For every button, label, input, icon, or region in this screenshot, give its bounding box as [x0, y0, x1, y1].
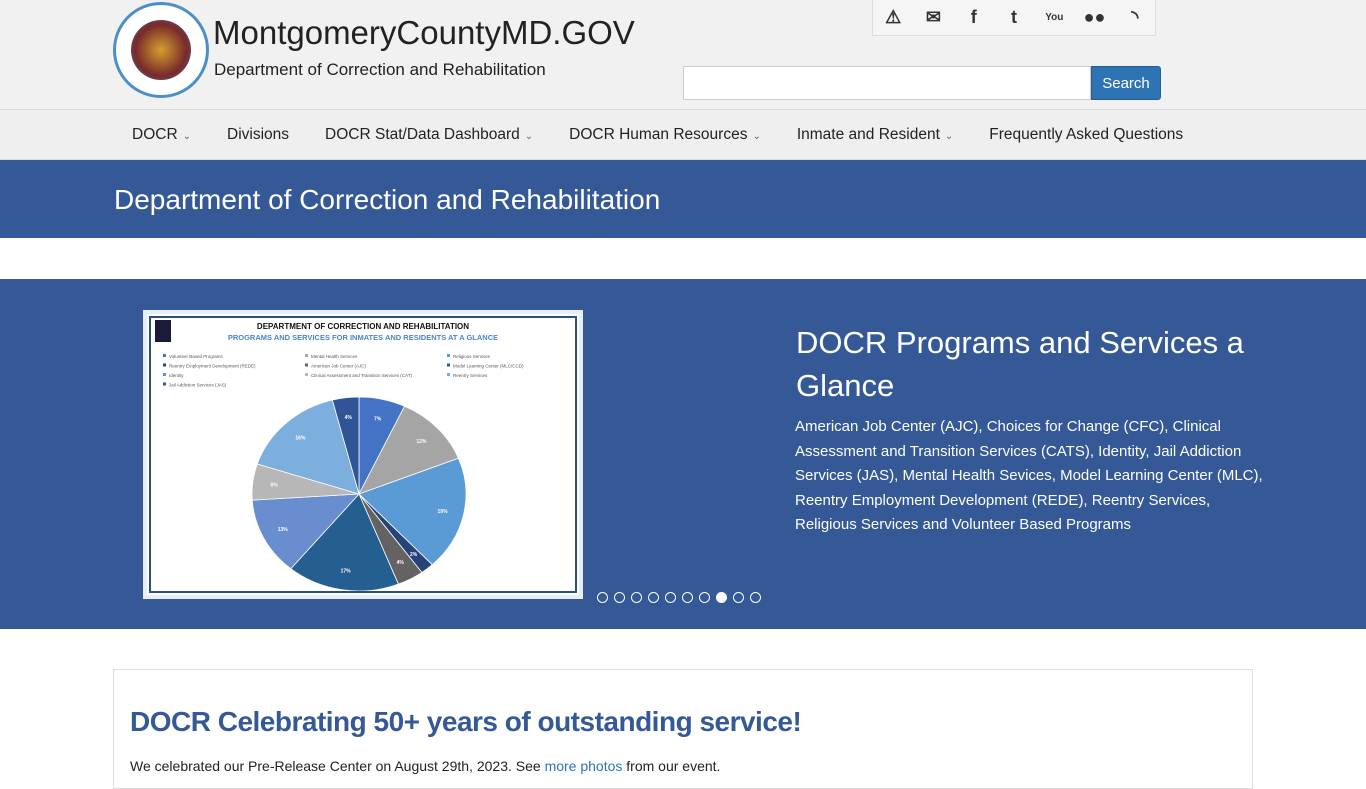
- legend-swatch: [163, 364, 166, 367]
- site-header: [0, 0, 1366, 110]
- legend-label: Volunteer Based Programs: [169, 354, 223, 359]
- pie-slice-label: 7%: [374, 416, 382, 423]
- legend-swatch: [163, 373, 166, 376]
- pie-slice-label: 19%: [437, 508, 448, 515]
- nav-item-label: Frequently Asked Questions: [989, 125, 1184, 143]
- page-title: Department of Correction and Rehabilitation: [0, 160, 1366, 238]
- carousel-dot-3[interactable]: [631, 592, 642, 603]
- pie-slice-label: 2%: [409, 551, 418, 558]
- carousel-dot-10[interactable]: [750, 592, 761, 603]
- slide-description: American Job Center (AJC), Choices for Change (CFC), Clinical Assessment and Transition Services (CATS), Identity, Jail Addiction Services (JAS), Mental Health Sevices, Model Learning Center (MLC), Reentry Employment Development (REDE), Reentry Services, Religious Services and Volunteer Based Programs: [795, 418, 1263, 533]
- pie-slice-label: 17%: [340, 568, 351, 575]
- carousel-dot-7[interactable]: [699, 592, 710, 603]
- legend-swatch: [163, 354, 166, 357]
- carousel-dot-8[interactable]: [716, 592, 727, 603]
- article-text-end: from our event.: [622, 758, 721, 774]
- carousel-dot-4[interactable]: [648, 592, 659, 603]
- article-title: DOCR Celebrating 50+ years of outstanding service!: [130, 706, 802, 737]
- county-seal-logo[interactable]: [113, 2, 209, 98]
- image-subheading: PROGRAMS AND SERVICES FOR INMATES AND RESIDENTS AT A GLANCE: [227, 333, 499, 342]
- legend-label: Identity: [169, 373, 184, 378]
- docr-badge-icon: [155, 320, 171, 342]
- department-subtitle: Department of Correction and Rehabilitation: [214, 60, 546, 79]
- legend-swatch: [305, 373, 308, 376]
- search-button[interactable]: Search: [1091, 66, 1161, 100]
- pie-slice-label: 4%: [396, 560, 404, 567]
- warning-icon[interactable]: ⚠: [885, 7, 902, 27]
- social-links: [872, 0, 1156, 36]
- slide-title: DOCR Programs and Services a Glance: [796, 325, 1244, 403]
- pie-slice-label: 6%: [270, 482, 278, 489]
- nav-item-label: DOCR: [132, 125, 178, 143]
- pie-slice-label: 13%: [277, 527, 288, 534]
- legend-swatch: [305, 364, 308, 367]
- carousel-dots: [597, 592, 761, 603]
- article-text-start: We celebrated our Pre-Release Center on August 29th, 2023. See: [130, 758, 545, 774]
- carousel-dot-2[interactable]: [614, 592, 625, 603]
- nav-item-label: DOCR Stat/Data Dashboard: [325, 125, 520, 143]
- legend-label: Clinical Assessment and Transition Services (CAT): [311, 373, 412, 378]
- nav-item-docr[interactable]: [114, 126, 209, 144]
- twitter-icon[interactable]: t: [1010, 7, 1017, 27]
- nav-item-docr-human-resources[interactable]: [551, 126, 779, 144]
- legend-label: American Job Center (AJC): [311, 363, 367, 369]
- legend-swatch: [163, 383, 166, 386]
- main-nav: [0, 110, 1366, 160]
- legend-label: Mental Health Services: [311, 354, 358, 359]
- legend-label: Reentry Services: [453, 373, 488, 378]
- nav-item-frequently-asked-questions[interactable]: [971, 126, 1201, 144]
- carousel-dot-6[interactable]: [682, 592, 693, 603]
- site-title[interactable]: MontgomeryCountyMD.GOV: [213, 14, 635, 51]
- legend-label: Jail Addiction Services (JAS): [169, 382, 227, 388]
- nav-item-inmate-and-resident[interactable]: [779, 126, 971, 144]
- chevron-down-icon: ⌄: [752, 130, 761, 142]
- pie-slice-label: 12%: [416, 438, 427, 445]
- carousel-dot-9[interactable]: [733, 592, 744, 603]
- facebook-icon[interactable]: f: [970, 7, 977, 27]
- nav-item-label: Inmate and Resident: [796, 125, 940, 143]
- legend-label: Reentry Employment Development (REDE): [169, 363, 256, 369]
- legend-swatch: [447, 354, 450, 357]
- youtube-icon[interactable]: You: [1045, 12, 1064, 23]
- nav-item-label: Divisions: [227, 125, 290, 143]
- chevron-down-icon: ⌄: [944, 130, 954, 142]
- chevron-down-icon: ⌄: [524, 130, 534, 142]
- chevron-down-icon: ⌄: [182, 130, 192, 142]
- pie-slice-label: 4%: [344, 415, 352, 422]
- nav-item-divisions[interactable]: [209, 126, 307, 144]
- carousel-dot-1[interactable]: [597, 592, 608, 603]
- nav-item-label: DOCR Human Resources: [569, 125, 748, 143]
- search-input[interactable]: [683, 66, 1091, 100]
- article-card: [113, 669, 1253, 789]
- pie-slice-label: 16%: [295, 435, 306, 442]
- slide-image[interactable]: [143, 310, 583, 599]
- legend-label: Model Learning Center (MLC/CCD): [453, 363, 524, 369]
- legend-swatch: [447, 373, 450, 376]
- legend-swatch: [305, 354, 308, 357]
- legend-swatch: [447, 364, 450, 367]
- nav-item-docr-stat-data-dashboard[interactable]: [307, 126, 551, 144]
- rss-icon[interactable]: ◝: [1131, 7, 1139, 27]
- image-heading: DEPARTMENT OF CORRECTION AND REHABILITATION: [256, 322, 470, 331]
- carousel-dot-5[interactable]: [665, 592, 676, 603]
- legend-label: Religious Services: [453, 354, 491, 359]
- flickr-icon[interactable]: ●●: [1083, 7, 1106, 27]
- envelope-icon[interactable]: ✉: [925, 7, 941, 27]
- more-photos-link[interactable]: more photos: [544, 758, 623, 774]
- carousel: [0, 279, 1366, 629]
- article-text: [130, 758, 720, 774]
